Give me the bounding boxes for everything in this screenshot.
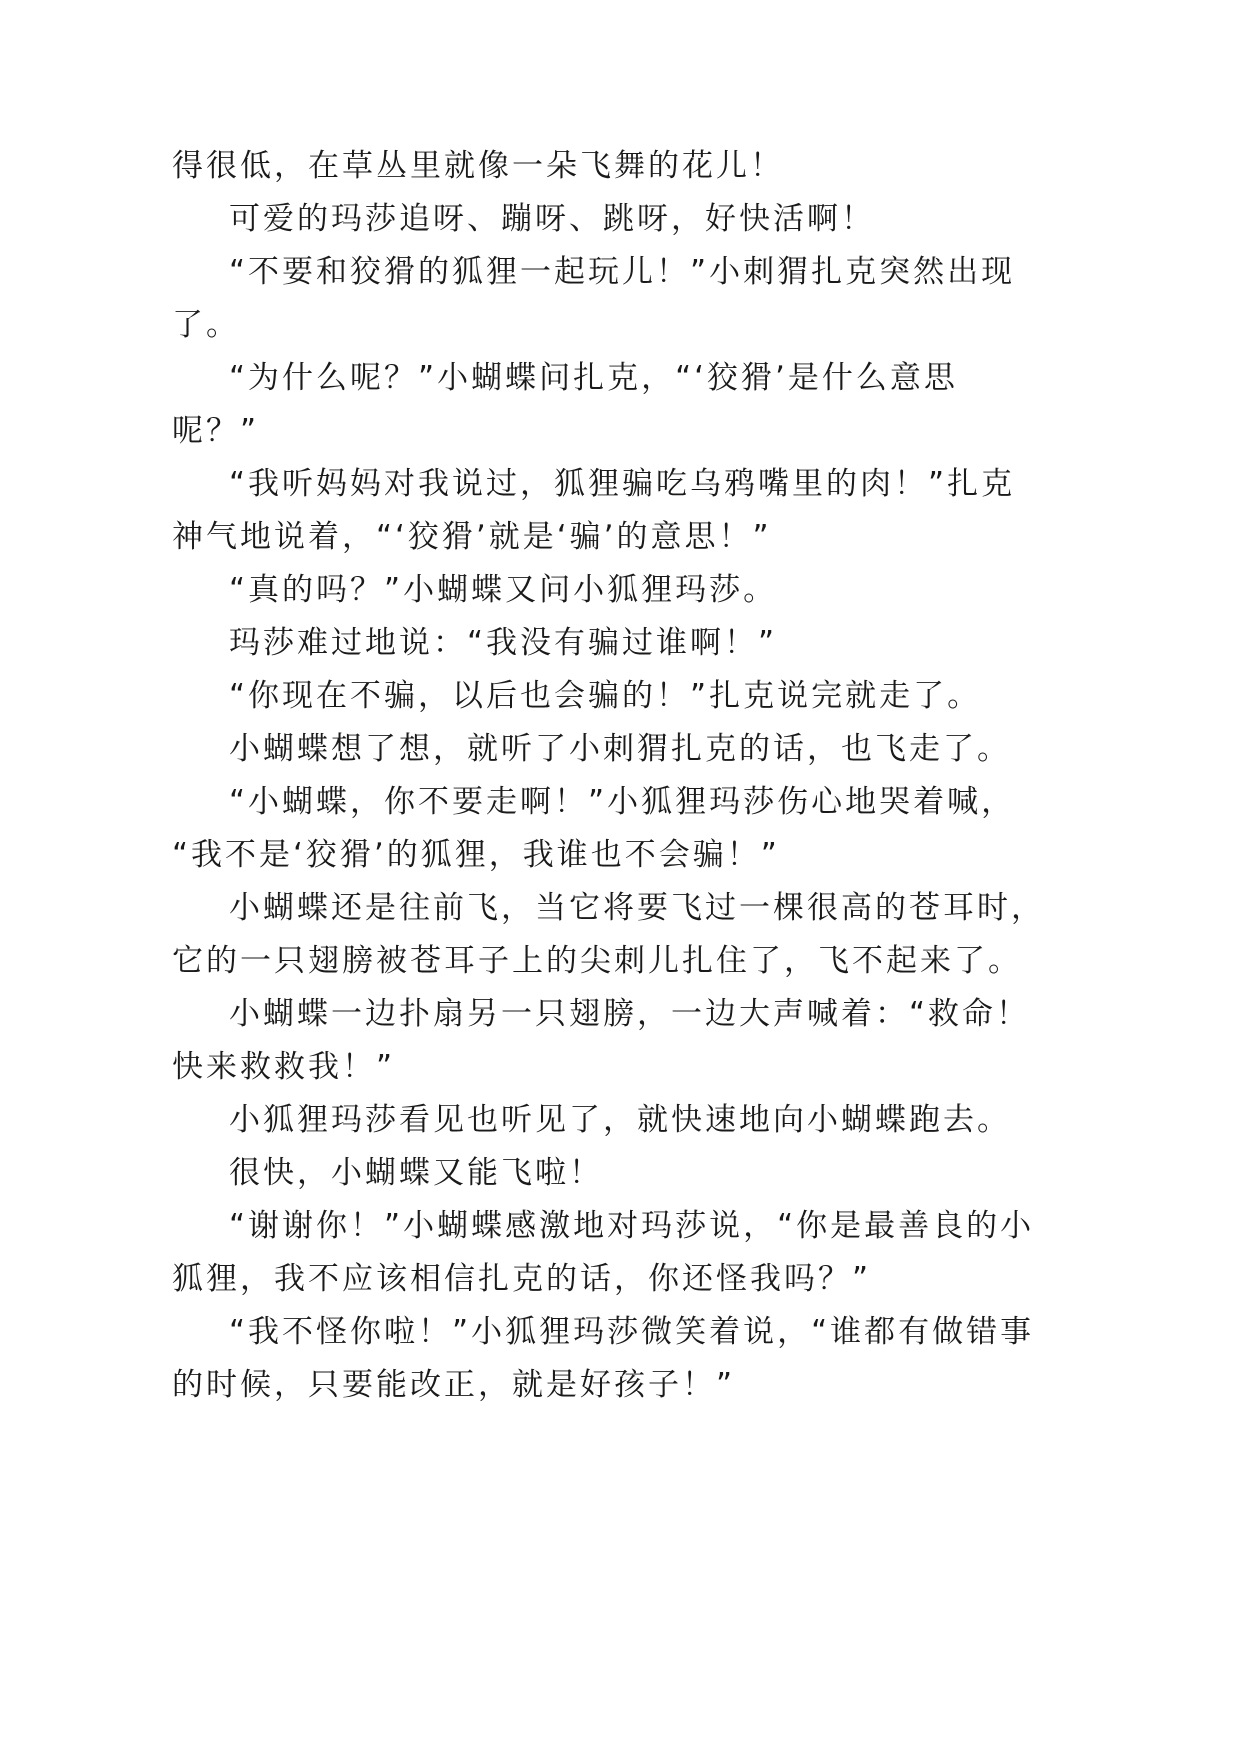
text-line: “我听妈妈对我说过，狐狸骗吃乌鸦嘴里的肉！”扎克 [229,466,1016,502]
text-line: “我不怪你啦！”小狐狸玛莎微笑着说，“谁都有做错事 [229,1314,1035,1350]
text-line: “真的吗？”小蝴蝶又问小狐狸玛莎。 [229,572,778,608]
text-line: “为什么呢？”小蝴蝶问扎克，“‘狡猾’是什么意思 [229,360,958,396]
text-line: 得很低，在草丛里就像一朵飞舞的花儿！ [172,148,784,184]
text-line: 小蝴蝶还是往前飞，当它将要飞过一棵很高的苍耳时， [229,890,1045,926]
text-line: 的时候，只要能改正，就是好孩子！” [172,1367,736,1403]
text-line: 狐狸，我不应该相信扎克的话，你还怪我吗？” [172,1261,872,1297]
text-line: “小蝴蝶，你不要走啊！”小狐狸玛莎伤心地哭着喊， [229,784,1016,820]
text-line: 小蝴蝶一边扑扇另一只翅膀，一边大声喊着：“救命！ [229,996,1031,1032]
text-line: 可爱的玛莎追呀、蹦呀、跳呀，好快活啊！ [229,201,875,237]
text-line: 呢？” [172,413,260,449]
text-line: 很快，小蝴蝶又能飞啦！ [229,1155,603,1191]
text-line: 神气地说着，“‘狡猾’就是‘骗’的意思！” [172,519,772,555]
text-line: 小蝴蝶想了想，就听了小刺猬扎克的话，也飞走了。 [229,731,1011,767]
text-line: “我不是‘狡猾’的狐狸，我谁也不会骗！” [172,837,780,873]
text-line: 玛莎难过地说：“我没有骗过谁啊！” [229,625,778,661]
text-line: “你现在不骗，以后也会骗的！”扎克说完就走了。 [229,678,982,714]
text-line: “谢谢你！”小蝴蝶感激地对玛莎说，“你是最善良的小 [229,1208,1035,1244]
text-line: 小狐狸玛莎看见也听见了，就快速地向小蝴蝶跑去。 [229,1102,1011,1138]
text-line: 了。 [172,307,240,343]
text-line: 快来救救我！” [172,1049,396,1085]
text-line: “不要和狡猾的狐狸一起玩儿！”小刺猬扎克突然出现 [229,254,1016,290]
text-line: 它的一只翅膀被苍耳子上的尖刺儿扎住了，飞不起来了。 [172,943,1022,979]
